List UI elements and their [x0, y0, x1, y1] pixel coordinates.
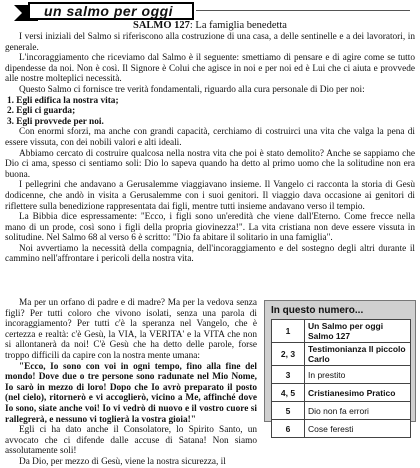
- scripture-quote: La Bibbia dice espressamente: "Ecco, i figli sono un'eredità che viene dall'Eterno. Come frecce nella mano di un prode, così sono i figli della propria giovinezza!". La vita cristiana non deve essere vissuta in solitudine. Nel Salmo 68 al verso 6 è scritto: "Dio fa abitare il solitario in una famiglia".: [5, 212, 415, 244]
- article-body-left: [5, 298, 257, 468]
- contents-page-number: 5: [272, 402, 305, 420]
- article-heading: [0, 20, 420, 31]
- contents-page-number: 1: [272, 320, 305, 343]
- contents-page-number: 3: [272, 366, 305, 384]
- paragraph: Egli ci ha dato anche il Consolatore, lo Spirito Santo, un avvocato che ci difende dalle accuse di Satana! Non siamo assolutamente soli!: [5, 425, 257, 457]
- contents-row[interactable]: [272, 366, 411, 384]
- paragraph: [5, 212, 415, 244]
- section-banner: [14, 2, 194, 22]
- contents-page-number: 6: [272, 420, 305, 438]
- paragraph: L'incoraggiamento che riceviamo dal Salmo è il seguente: smettiamo di pensare e di agire come se tutto dipendesse da noi. Non è così. Il Signore è Colui che agisce in noi e per noi ed è Lui che ci aiuta e provvede alle nostre molteplici necessità.: [5, 53, 415, 85]
- contents-page-number: 2, 3: [272, 343, 305, 366]
- contents-entry-title: Cose feresti: [305, 420, 411, 438]
- paragraph: I versi iniziali del Salmo si riferiscono alla costruzione di una casa, a delle sentinelle e a dei lavoratori, in generale.: [5, 32, 415, 53]
- contents-title: In questo numero...: [271, 305, 364, 316]
- header-rule: [196, 10, 410, 11]
- paragraph: Noi avvertiamo la necessità della compagnia, dell'incoraggiamento e del sostegno degli altri durante il cammino nell'affrontare i pericoli della nostra vita.: [5, 243, 415, 265]
- contents-entry-title: In prestito: [305, 366, 411, 384]
- contents-row[interactable]: [272, 420, 411, 438]
- contents-entry-title: Dio non fa errori: [305, 402, 411, 420]
- paragraph: Questo Salmo ci fornisce tre verità fondamentali, riguardo alla cura personale di Dio per noi:: [19, 84, 365, 95]
- paragraph: Abbiamo cercato di costruire qualcosa nella nostra vita che poi è stato demolito? Anche se sappiamo che Dio ci ama, spesso ci sentiamo soli: Dio lo sapeva quando ha detto al primo uomo che la solitudine non era buona.: [5, 148, 415, 180]
- banner-title: un salmo per oggi: [44, 3, 174, 19]
- heading-bold: SALMO 127: [133, 20, 190, 31]
- list-item: 1. Egli edifica la nostra vita;: [7, 95, 119, 106]
- paragraph: Con enormi sforzi, ma anche con grandi capacità, cerchiamo di costruirci una vita che valga la pena di essere vissuta, con dei nobili valori e alti ideali.: [5, 127, 415, 148]
- article-body-top: [5, 32, 415, 265]
- contents-row[interactable]: [272, 320, 411, 343]
- contents-row[interactable]: [272, 384, 411, 402]
- paragraph: I pellegrini che andavano a Gerusalemme viaggiavano insieme. Il Vangelo ci racconta la storia di Gesù dodicenne, che andò in visita a Gerusalemme con i suoi genitori. Il viaggio dava occasione ai genitori di riflettere sulla benedizione rappresentata dai figli, mentre tutti insieme andavano verso il tempio.: [5, 180, 415, 212]
- contents-row[interactable]: [272, 402, 411, 420]
- truth-list: [5, 96, 415, 128]
- contents-entry-title: Cristianesimo Pratico: [305, 384, 411, 402]
- contents-entry-title: Testimonianza Il piccolo Carlo: [305, 343, 411, 366]
- list-item: 2. Egli ci guarda;: [7, 106, 76, 117]
- contents-table: [271, 319, 411, 438]
- heading-sub: : La famiglia benedetta: [189, 20, 287, 31]
- paragraph: Ma per un orfano di padre e di madre? Ma per la vedova senza figli? Per tutti coloro che vivono isolati, senza una parola di incoraggiamento? Per tutti c'è la speranza nel Vangelo, che è certezza e realtà: c'è Gesù, la VIA, la VERITA' e la VITA che non si allontanerà da noi! C'è Gesù che ha detto delle parole, forse troppo difficili da capire con la nostra mente umana:: [5, 298, 257, 361]
- contents-box: [264, 300, 416, 434]
- jesus-quote: "Ecco, Io sono con voi in ogni tempo, fino alla fine del mondo! Dove due o tre persone sono radunate nel Mio Nome, Io sarò in mezzo di loro! Dopo che Io avrò preparato il posto (nel cielo), ritornerò e vi accoglierò, vicino a Me, affinché dove Io sono, siate anche voi! Io vi vedrò di nuovo e il vostro cuore si rallegrerà, e nessuno vi toglierà la vostra gioia!": [5, 361, 257, 425]
- list-item: 3. Egli provvede per noi.: [7, 116, 104, 127]
- contents-row[interactable]: [272, 343, 411, 366]
- contents-entry-title: Un Salmo per oggi Salmo 127: [305, 320, 411, 343]
- paragraph: Da Dio, per mezzo di Gesù, viene la nostra sicurezza, il: [19, 456, 226, 467]
- contents-page-number: 4, 5: [272, 384, 305, 402]
